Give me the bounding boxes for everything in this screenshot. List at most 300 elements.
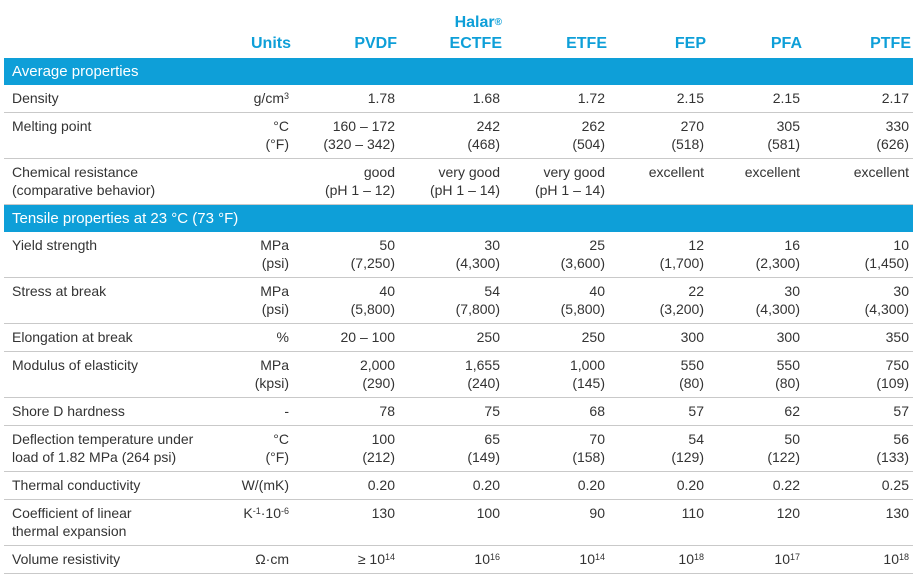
value-line [360,374,395,392]
units-cell [254,89,289,109]
value-cell [756,282,800,318]
value-line [456,236,500,254]
value-line [774,550,800,570]
property-name-line [12,504,132,522]
value-line [671,117,704,135]
value-cell [341,328,396,346]
text: very good [438,164,500,180]
value-cell [679,356,704,392]
value-line [893,402,909,420]
value-cell [767,117,800,153]
text: Density [12,90,59,106]
value-line [756,300,800,318]
value-cell [372,504,395,522]
text: 0.20 [472,477,500,493]
text: % [276,329,289,345]
text: excellent [853,164,909,180]
value-line [876,448,909,466]
units-cell [260,236,289,272]
text: (comparative behavior) [12,182,156,198]
text: 12 [688,237,704,253]
property-name-line [12,402,125,420]
property-name [12,356,138,374]
units-cell [242,476,289,494]
value-line [379,402,395,420]
value-cell [474,550,500,570]
value-cell [784,402,800,420]
property-name-line [12,430,193,448]
value-line [473,476,500,494]
text: 0.20 [577,477,605,493]
value-line [456,282,500,300]
value-cell [351,236,395,272]
text: 40 [589,283,605,299]
text: 16 [784,237,800,253]
units-line [266,448,289,466]
superscript: 18 [898,552,909,562]
text: 10 [579,551,595,567]
value-line [660,282,704,300]
value-cell [473,476,500,494]
table-row [4,232,913,278]
value-cell [456,236,500,272]
text: (145) [572,375,605,391]
property-name-line [12,236,97,254]
text: 2.17 [881,90,909,106]
value-line [323,117,395,135]
value-cell [876,356,909,392]
text: W/(mK) [241,477,289,493]
value-line [570,374,605,392]
text: 550 [680,357,704,373]
text: 250 [476,329,500,345]
units-cell [277,328,289,346]
value-cell [677,476,704,494]
units-line [266,430,289,448]
text: load of 1.82 MPa (264 psi) [12,449,177,465]
table-row [4,113,913,159]
value-line [660,236,704,254]
value-line [660,300,704,318]
text: 330 [885,118,909,134]
text: (pH 1 – 14) [429,182,500,198]
text: 10 [774,551,790,567]
value-cell [745,163,800,181]
superscript: 3 [283,91,289,101]
text: (109) [876,375,909,391]
value-cell [756,236,800,272]
value-line [865,300,909,318]
value-cell [570,356,605,392]
text: Modulus of elasticity [12,357,139,373]
value-line [886,504,909,522]
value-line [865,282,909,300]
text: (4,300) [455,255,500,271]
text: 0.20 [676,477,704,493]
value-line [671,135,704,153]
value-line [660,254,704,272]
value-line [368,89,395,107]
value-line [430,163,500,181]
value-line [756,236,800,254]
text: 160 – 172 [332,118,395,134]
text: (kpsi) [254,375,289,391]
value-line [775,356,800,374]
text: 10 [893,237,909,253]
text: 110 [681,505,704,521]
value-line [358,550,395,570]
value-line [882,89,909,107]
value-line [467,448,500,466]
text: (4,300) [864,301,909,317]
value-line [477,504,500,522]
value-line [882,476,909,494]
value-cell [893,402,909,420]
table-row [4,472,913,500]
text: (5,800) [560,301,605,317]
value-cell [325,163,395,199]
units-cell [284,402,289,420]
value-cell [578,89,605,107]
value-line [756,282,800,300]
value-cell [368,476,395,494]
property-name-line [12,356,138,374]
text: 2.15 [772,90,800,106]
text: (320 – 342) [323,136,395,152]
value-line [360,356,395,374]
units-line [243,504,289,524]
property-name-line [12,550,120,568]
value-line [854,163,909,181]
text: (1,450) [864,255,909,271]
text: (149) [467,449,500,465]
value-line [477,328,500,346]
units-line [260,236,289,254]
text: (626) [876,136,909,152]
value-line [561,254,605,272]
value-cell [589,504,605,522]
value-cell [484,402,500,420]
superscript: -1 [252,506,261,516]
property-name [12,163,155,199]
value-cell [886,504,909,522]
value-line [678,550,704,570]
property-name [12,236,97,254]
text: 54 [688,431,704,447]
text: (3,200) [659,301,704,317]
text: 1.72 [577,90,605,106]
text: Coefficient of linear [12,505,132,521]
text: (504) [572,136,605,152]
text: MPa [260,357,289,373]
column-header-units: Units [251,35,291,52]
value-cell [477,328,500,346]
text: 50 [784,431,800,447]
value-cell [572,117,605,153]
text: g/cm [253,90,284,106]
text: (7,800) [455,301,500,317]
value-line [368,476,395,494]
value-cell [854,163,909,181]
value-cell [883,550,909,570]
column-header-ptfe: PTFE [870,35,911,52]
value-cell [572,430,605,466]
value-line [572,430,605,448]
text: 305 [776,118,800,134]
text: 1.78 [367,90,395,106]
units-line [254,89,289,109]
value-line [325,163,395,181]
text: 120 [776,505,800,521]
value-line [679,356,704,374]
column-header-pvdf: PVDF [354,35,397,52]
text: 550 [776,357,800,373]
text: ·10 [260,505,281,521]
property-name [12,328,133,346]
table-row [4,500,913,546]
text: K [243,505,253,521]
value-line [784,402,800,420]
table-row [4,546,913,574]
text: 90 [589,505,605,521]
text: 250 [581,329,605,345]
value-line [561,300,605,318]
text: 10 [474,551,490,567]
text: very good [543,164,605,180]
value-cell [379,402,395,420]
property-name-line [12,89,59,107]
text: 750 [885,357,909,373]
value-line [561,236,605,254]
value-cell [368,89,395,107]
value-cell [886,328,909,346]
text: (3,600) [560,255,605,271]
value-line [362,448,395,466]
text: Chemical resistance [12,164,139,180]
table-row [4,85,913,113]
text: 1.68 [472,90,500,106]
text: 57 [688,403,704,419]
text: (240) [467,375,500,391]
text: (468) [467,136,500,152]
value-cell [456,282,500,318]
column-header-etfe: ETFE [566,35,607,52]
column-header-ectfe: ECTFE [449,35,502,52]
text: 78 [379,403,395,419]
value-line [582,328,605,346]
property-name-line [12,448,193,466]
text: 68 [589,403,605,419]
superscript: 14 [384,552,395,562]
text: (°F) [265,136,289,152]
text: (psi) [261,301,289,317]
value-line [589,504,605,522]
units-line [260,254,289,272]
value-line [773,89,800,107]
value-line [430,181,500,199]
text: (2,300) [755,255,800,271]
text: 20 – 100 [340,329,395,345]
property-name [12,282,106,300]
value-cell [477,504,500,522]
text: excellent [648,164,704,180]
text: 30 [784,283,800,299]
value-cell [660,282,704,318]
text: 75 [484,403,500,419]
text: Elongation at break [12,329,133,345]
value-line [579,550,605,570]
units-line [266,135,289,153]
value-line [886,328,909,346]
text: - [284,403,289,419]
section-header: Tensile properties at 23 °C (73 °F) [4,205,913,232]
value-line [572,117,605,135]
column-header-halar [455,13,502,34]
text: 300 [680,329,704,345]
property-name-line [12,117,91,135]
table-row [4,352,913,398]
value-cell [677,89,704,107]
value-line [777,328,800,346]
text: 1,655 [464,357,500,373]
property-name-line [12,282,106,300]
value-cell [688,402,704,420]
value-line [876,135,909,153]
text: 62 [784,403,800,419]
text: 70 [589,431,605,447]
column-header-pfa: PFA [770,35,802,52]
value-line [865,254,909,272]
text: (1,700) [659,255,704,271]
value-cell [360,356,395,392]
text: 130 [371,505,395,521]
text: 270 [680,118,704,134]
value-cell [865,236,909,272]
text: Ω·cm [255,551,289,567]
superscript: 17 [789,552,800,562]
text: (7,250) [350,255,395,271]
units-line [255,356,289,374]
text: 25 [589,237,605,253]
units-cell [266,430,289,466]
superscript: 16 [489,552,500,562]
value-cell [649,163,704,181]
value-cell [777,504,800,522]
value-line [572,135,605,153]
value-line [465,356,500,374]
units-cell [260,282,289,318]
value-line [465,374,500,392]
value-cell [589,402,605,420]
units-cell [255,550,289,568]
text: 242 [476,118,500,134]
text: Deflection temperature under [12,431,194,447]
section-header: Average properties [4,58,913,85]
property-name-line [12,476,140,494]
property-name-line [12,181,155,199]
value-cell [582,328,605,346]
text: Thermal conductivity [12,477,141,493]
value-line [773,476,800,494]
text: 350 [885,329,909,345]
value-line [341,328,396,346]
value-line [474,550,500,570]
text: (290) [362,375,395,391]
text: MPa [260,283,289,299]
text: °C [273,118,289,134]
value-line [682,504,704,522]
value-line [756,254,800,272]
value-cell [561,282,605,318]
value-line [535,181,605,199]
text: (122) [767,449,800,465]
units-line [277,328,289,346]
text: (581) [767,136,800,152]
text: excellent [744,164,800,180]
value-line [677,89,704,107]
text: (5,800) [350,301,395,317]
text: 100 [371,431,395,447]
value-cell [465,356,500,392]
value-line [456,300,500,318]
value-cell [578,476,605,494]
value-cell [358,550,395,570]
table-row [4,398,913,426]
table-row [4,278,913,324]
value-line [484,402,500,420]
text: 30 [484,237,500,253]
value-cell [430,163,500,199]
text: 54 [484,283,500,299]
text: 22 [688,283,704,299]
text: Shore D hardness [12,403,125,419]
text: 1,000 [569,357,605,373]
units-line [255,550,289,568]
table-row [4,324,913,352]
text: 0.25 [881,477,909,493]
text: 100 [476,505,500,521]
value-cell [561,236,605,272]
value-cell [773,89,800,107]
text: 65 [484,431,500,447]
units-line [255,374,289,392]
text: °C [273,431,289,447]
value-cell [660,236,704,272]
value-cell [876,430,909,466]
value-line [467,430,500,448]
value-line [467,135,500,153]
units-cell [266,117,289,153]
value-line [351,254,395,272]
value-cell [671,117,704,153]
text: 2.15 [676,90,704,106]
text: (pH 1 – 12) [324,182,395,198]
value-cell [535,163,605,199]
value-cell [777,328,800,346]
property-name [12,476,140,494]
value-line [372,504,395,522]
property-name [12,117,91,135]
column-header-fep: FEP [674,35,706,52]
text: 0.22 [772,477,800,493]
table-row [4,159,913,205]
value-cell [351,282,395,318]
text: MPa [260,237,289,253]
text: 30 [893,283,909,299]
text: (pH 1 – 14) [534,182,605,198]
value-cell [467,430,500,466]
text: 50 [379,237,395,253]
